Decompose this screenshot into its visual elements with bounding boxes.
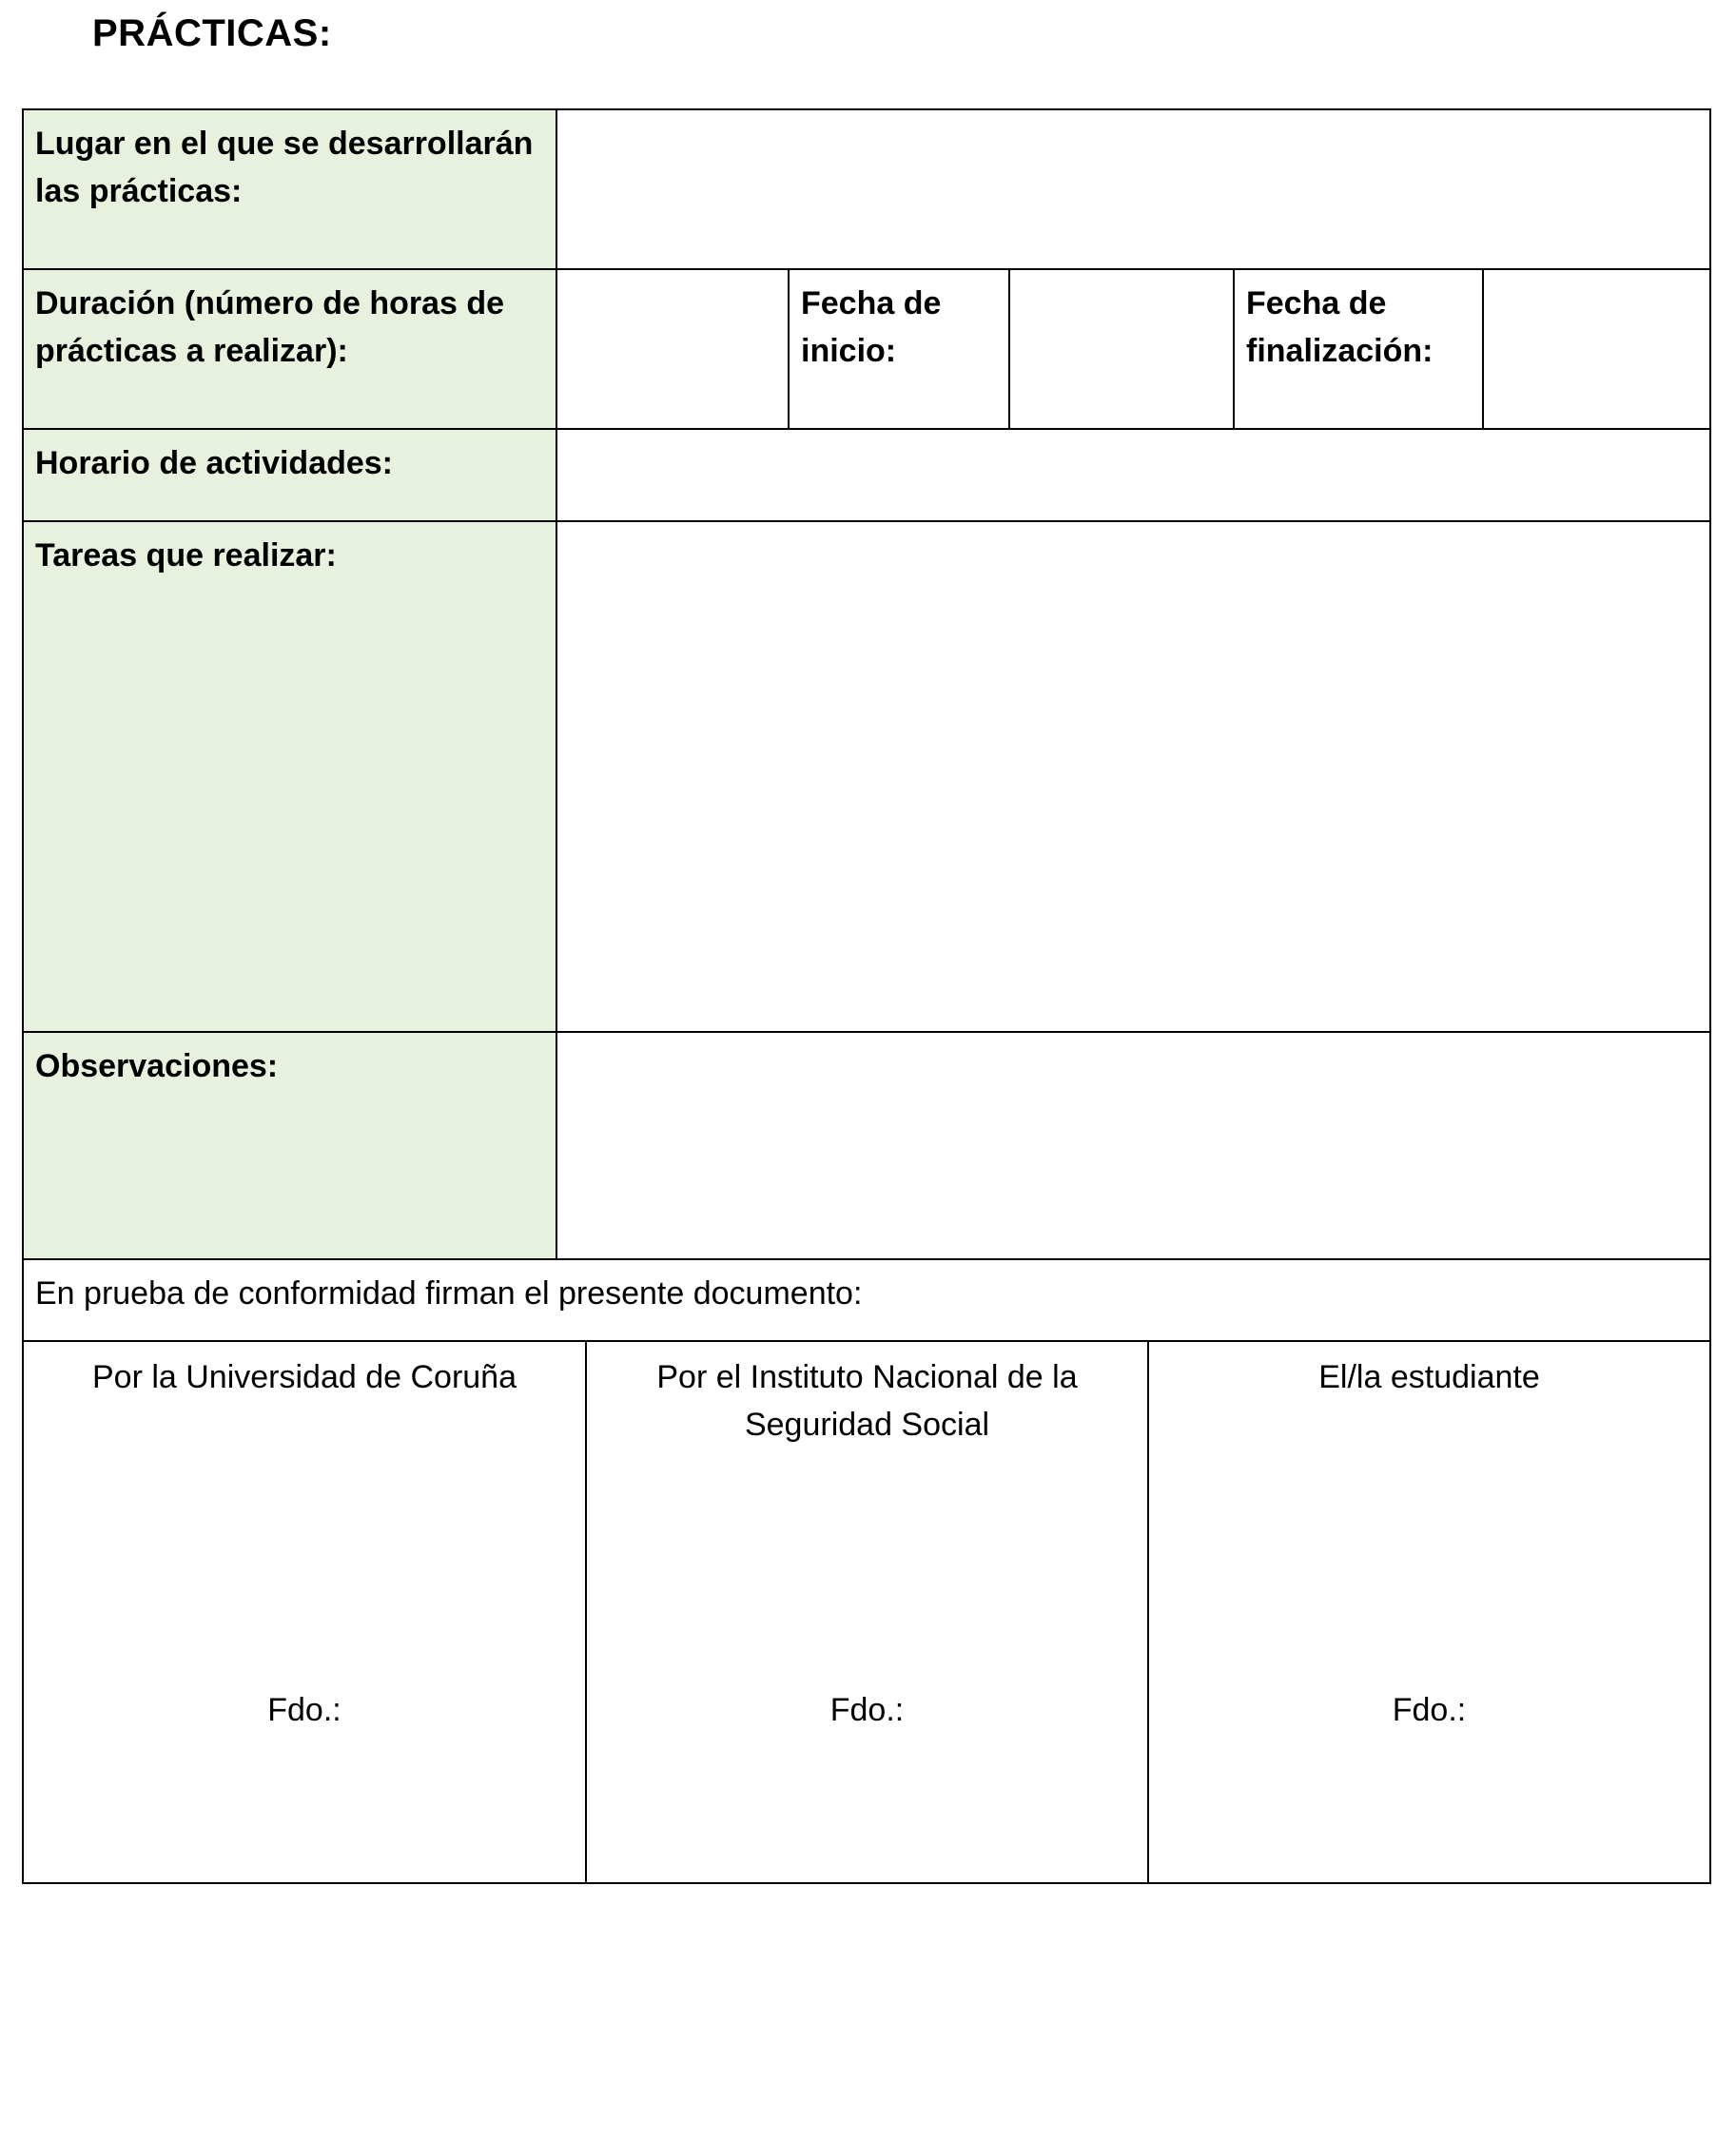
- student-signature-label: El/la estudiante: [1318, 1359, 1540, 1395]
- fecha-fin-label-cell: [1233, 268, 1484, 430]
- page-title: PRÁCTICAS:: [92, 12, 332, 54]
- tareas-label-cell: [22, 520, 557, 1033]
- duracion-input[interactable]: [556, 268, 790, 430]
- university-signature-label: Por la Universidad de Coruña: [91, 1359, 517, 1395]
- institute-fdo-label: Fdo.:: [829, 1692, 905, 1728]
- duracion-label: Duración (número de horas de prácticas a realizar):: [35, 285, 505, 369]
- student-fdo-label: Fdo.:: [1392, 1692, 1467, 1728]
- duracion-label-cell: [22, 268, 557, 430]
- observaciones-input[interactable]: [556, 1031, 1711, 1260]
- observaciones-label-cell: [22, 1031, 557, 1260]
- university-fdo-label: Fdo.:: [267, 1692, 341, 1728]
- fecha-fin-input[interactable]: [1482, 268, 1711, 430]
- lugar-input[interactable]: [556, 108, 1711, 270]
- horario-label: Horario de actividades:: [35, 445, 394, 481]
- tareas-label: Tareas que realizar:: [35, 537, 337, 574]
- lugar-label-cell: [22, 108, 557, 270]
- tareas-input[interactable]: [556, 520, 1711, 1033]
- student-signature-box[interactable]: [1147, 1340, 1711, 1884]
- institute-signature-label: Por el Instituto Nacional de la Seguridad Social: [656, 1359, 1078, 1443]
- institute-signature-box[interactable]: [585, 1340, 1149, 1884]
- conformidad-row: [22, 1258, 1711, 1342]
- university-signature-box[interactable]: [22, 1340, 587, 1884]
- lugar-label: Lugar en el que se desarrollarán las prácticas:: [35, 126, 534, 209]
- conformidad-text: En prueba de conformidad firman el presente documento:: [35, 1275, 863, 1312]
- fecha-fin-label: Fecha de finalización:: [1246, 285, 1434, 369]
- fecha-inicio-input[interactable]: [1008, 268, 1235, 430]
- horario-label-cell: [22, 428, 557, 522]
- fecha-inicio-label: Fecha de inicio:: [801, 285, 942, 369]
- horario-input[interactable]: [556, 428, 1711, 522]
- observaciones-label: Observaciones:: [35, 1048, 279, 1084]
- fecha-inicio-label-cell: [788, 268, 1010, 430]
